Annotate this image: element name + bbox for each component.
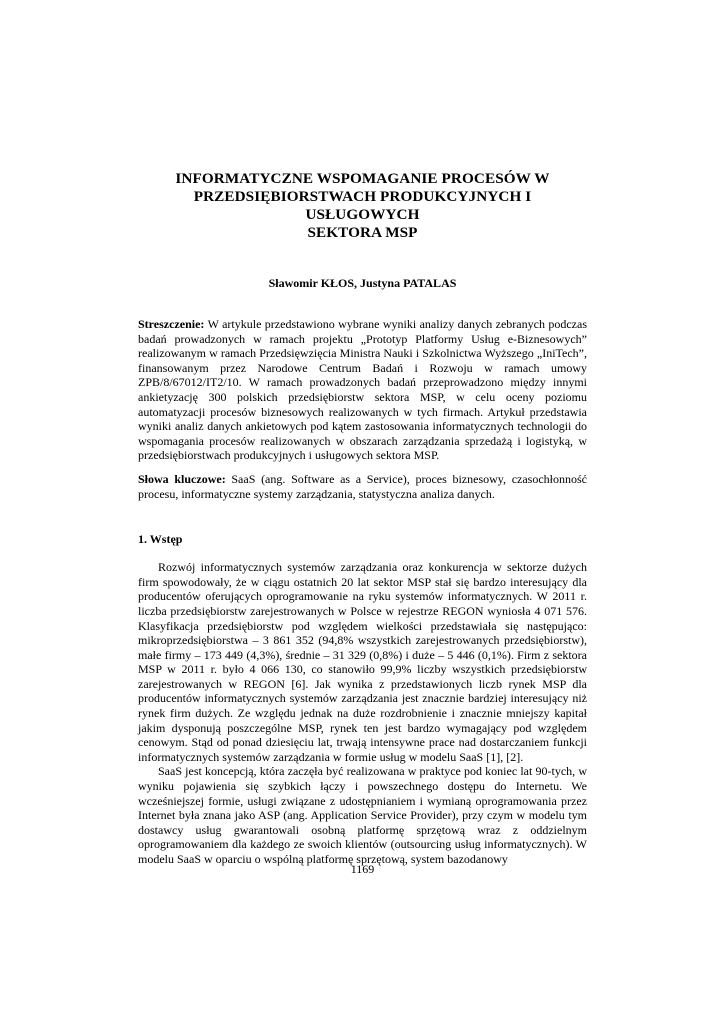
paper-title: [138, 170, 587, 242]
body-paragraph-2: SaaS jest koncepcją, która zaczęła być realizowana w praktyce pod koniec lat 90-tych, w wyniku pojawienia się szybkich łączy i powszechnego dostępu do Internetu. We wcześniejszej formie, usługi związane z udostępnianiem i wymianą oprogramowania przez Internet była znana jako ASP (ang. Application Service Provider), przy czym w modelu tym dostawcy usług gwarantowali osobną platformę sprzętową wraz z oddzielnym oprogramowaniem dla każdego ze swoich klientów (outsourcing usług informatycznych). W modelu SaaS w oparciu o wspólną platformę sprzętową, system bazodanowy: [138, 764, 587, 866]
body-paragraph-1: Rozwój informatycznych systemów zarządzania oraz konkurencja w sektorze dużych firm spowodowały, że w ciągu ostatnich 20 lat sektor MSP stał się bardzo interesujący dla producentów oferujących oprogramowanie na ryku systemów informatycznych. W 2011 r. liczba przedsiębiorstw zarejestrowanych w Polsce w rejestrze REGON wyniosła 4 071 576. Klasyfikacja przedsiębiorstw pod względem wielkości przedstawiała się następująco: mikroprzedsiębiorstwa – 3 861 352 (94,8% wszystkich zarejestrowanych przedsiębiorstw), małe firmy – 173 449 (4,3%), średnie – 31 329 (0,8%) i duże – 5 446 (0,1%). Firm z sektora MSP w 2011 r. było 4 066 130, co stanowiło 99,9% liczby wszystkich przedsiębiorstw zarejestrowanych w REGON [6]. Jak wynika z przedstawionych liczb rynek MSP dla producentów informatycznych systemów zarządzania jest znacznie bardziej interesujący niż rynek firm dużych. Ze względu jednak na duże rozdrobnienie i znacznie mniejszy kapitał jakim dysponują poszczególne MSP, rynek ten jest bardzo wymagający pod względem cenowym. Stąd od ponad dziesięciu lat, trwają intensywne prace nad dostarczaniem funkcji informatycznych systemów zarządzania w formie usług w modelu SaaS [1], [2].: [138, 560, 587, 764]
keywords-text: SaaS (ang. Software as a Service), proces biznesowy, czasochłonność procesu, informatyczne systemy zarządzania, statystyczna analiza danych.: [138, 471, 587, 501]
authors: Sławomir KŁOS, Justyna PATALAS: [268, 276, 457, 290]
keywords-label: Słowa kluczowe:: [138, 471, 226, 486]
abstract: [138, 317, 587, 463]
title-line-1: INFORMATYCZNE WSPOMAGANIE PROCESÓW W: [175, 170, 550, 187]
page-number: 1169: [350, 862, 375, 876]
section-heading: 1. Wstęp: [138, 532, 183, 547]
title-line-2: PRZEDSIĘBIORSTWACH PRODUKCYJNYCH I USŁUGOWYCH: [193, 188, 532, 223]
abstract-text: W artykule przedstawiono wybrane wyniki analizy danych zebranych podczas badań prowadzonych w ramach projektu „Prototyp Platformy Usług e-Biznesowych” realizowanym w ramach Przedsięwzięcia Ministra Nauki i Szkolnictwa Wyższego „IniTech”, finansowanym przez Narodowe Centrum Badań i Rozwoju w ramach umowy ZPB/8/67012/IT2/10. W ramach prowadzonych badań przeprowadzono między innymi ankietyzację 300 polskich przedsiębiorstw sektora MSP, w celu oceny poziomu automatyzacji procesów biznesowych realizowanych w tych firmach. Artykuł przedstawia wyniki analiz danych ankietowych pod kątem zastosowania informatycznych technologii do wspomagania procesów realizowanych w obszarach zarządzania sprzedażą i logistyką, w przedsiębiorstwach produkcyjnych i usługowych sektora MSP.: [138, 317, 587, 463]
page-content: [138, 170, 587, 867]
keywords: [138, 472, 587, 501]
abstract-label: Streszczenie:: [138, 317, 205, 331]
title-line-3: SEKTORA MSP: [307, 224, 418, 241]
